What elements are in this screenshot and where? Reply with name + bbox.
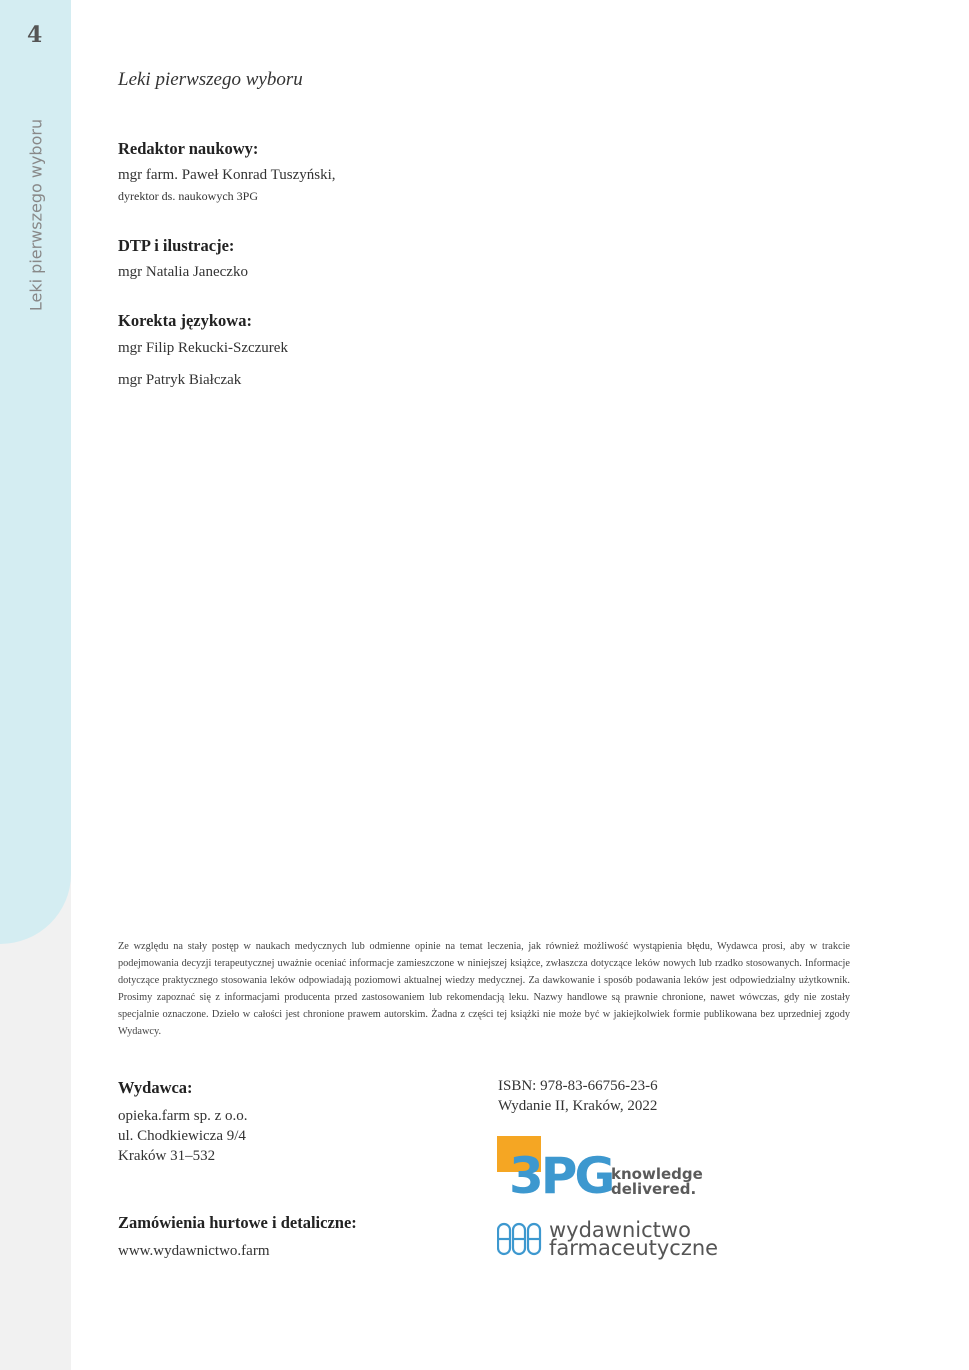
isbn: ISBN: 978-83-66756-23-6: [498, 1078, 658, 1094]
dtp-heading: DTP i ilustracje:: [118, 236, 235, 255]
wydawnictwo-logo: [497, 1218, 727, 1260]
edition-info: Wydanie II, Kraków, 2022: [498, 1098, 658, 1114]
proofreader-name: mgr Filip Rekucki-Szczurek: [118, 340, 288, 356]
book-title: Leki pierwszego wyboru: [118, 69, 303, 90]
editor-role: dyrektor ds. naukowych 3PG: [118, 189, 258, 203]
editor-name: mgr farm. Paweł Konrad Tuszyński,: [118, 167, 336, 183]
orders-url: www.wydawnictwo.farm: [118, 1243, 270, 1259]
orders-heading: Zamówienia hurtowe i detaliczne:: [118, 1213, 357, 1232]
pill-icon: [498, 1224, 540, 1254]
publisher-line: Kraków 31–532: [118, 1148, 216, 1164]
publisher-line: ul. Chodkiewicza 9/4: [118, 1128, 246, 1144]
wf-line-2: farmaceutyczne: [549, 1236, 719, 1260]
legal-disclaimer: Ze względu na stały postęp w naukach medycznych lub odmienne opinie na temat leczenia, jak również możliwość wystąpienia błędu, Wydawca prosi, aby w trakcie podejmowania decyzji terapeutycznej uważnie oceniać informacje zamieszczone w niniejszej książce, zwłaszcza dotyczące leków nowych lub rzadko stosowanych. Informacje dotyczące praktycznego stosowania leków odpowiadają poziomowi aktualnej wiedzy medycznej. Za dawkowanie i sposób podawania leków jest odpowiedzialny użytkownik. Prosimy zapoznać się z informacjami producenta przed zastosowaniem lub rekomendacją leku. Nazwy handlowe są prawnie chronione, nawet wówczas, gdy nie zostały specjalnie oznaczone. Dzieło w całości jest chronione prawem autorskim. Żadna z części tej książki nie może być w jakiejkolwiek formie publikowana bez uprzedniej zgody Wydawcy.: [118, 941, 850, 1037]
dtp-name: mgr Natalia Janeczko: [118, 264, 248, 280]
running-title: Leki pierwszego wyboru: [26, 118, 46, 312]
3pg-logo: [497, 1136, 707, 1198]
proofreader-name: mgr Patryk Białczak: [118, 372, 242, 388]
editor-heading: Redaktor naukowy:: [118, 139, 259, 158]
wf-line-1: wydawnictwo: [549, 1218, 691, 1242]
proofreading-heading: Korekta językowa:: [118, 311, 252, 330]
3pg-mark: 3PG: [509, 1147, 613, 1198]
publisher-heading: Wydawca:: [118, 1078, 193, 1097]
publisher-line: opieka.farm sp. z o.o.: [118, 1108, 248, 1124]
page-number: 4: [27, 22, 43, 48]
3pg-tagline: delivered.: [611, 1180, 697, 1198]
3pg-tagline: knowledge: [611, 1165, 703, 1183]
